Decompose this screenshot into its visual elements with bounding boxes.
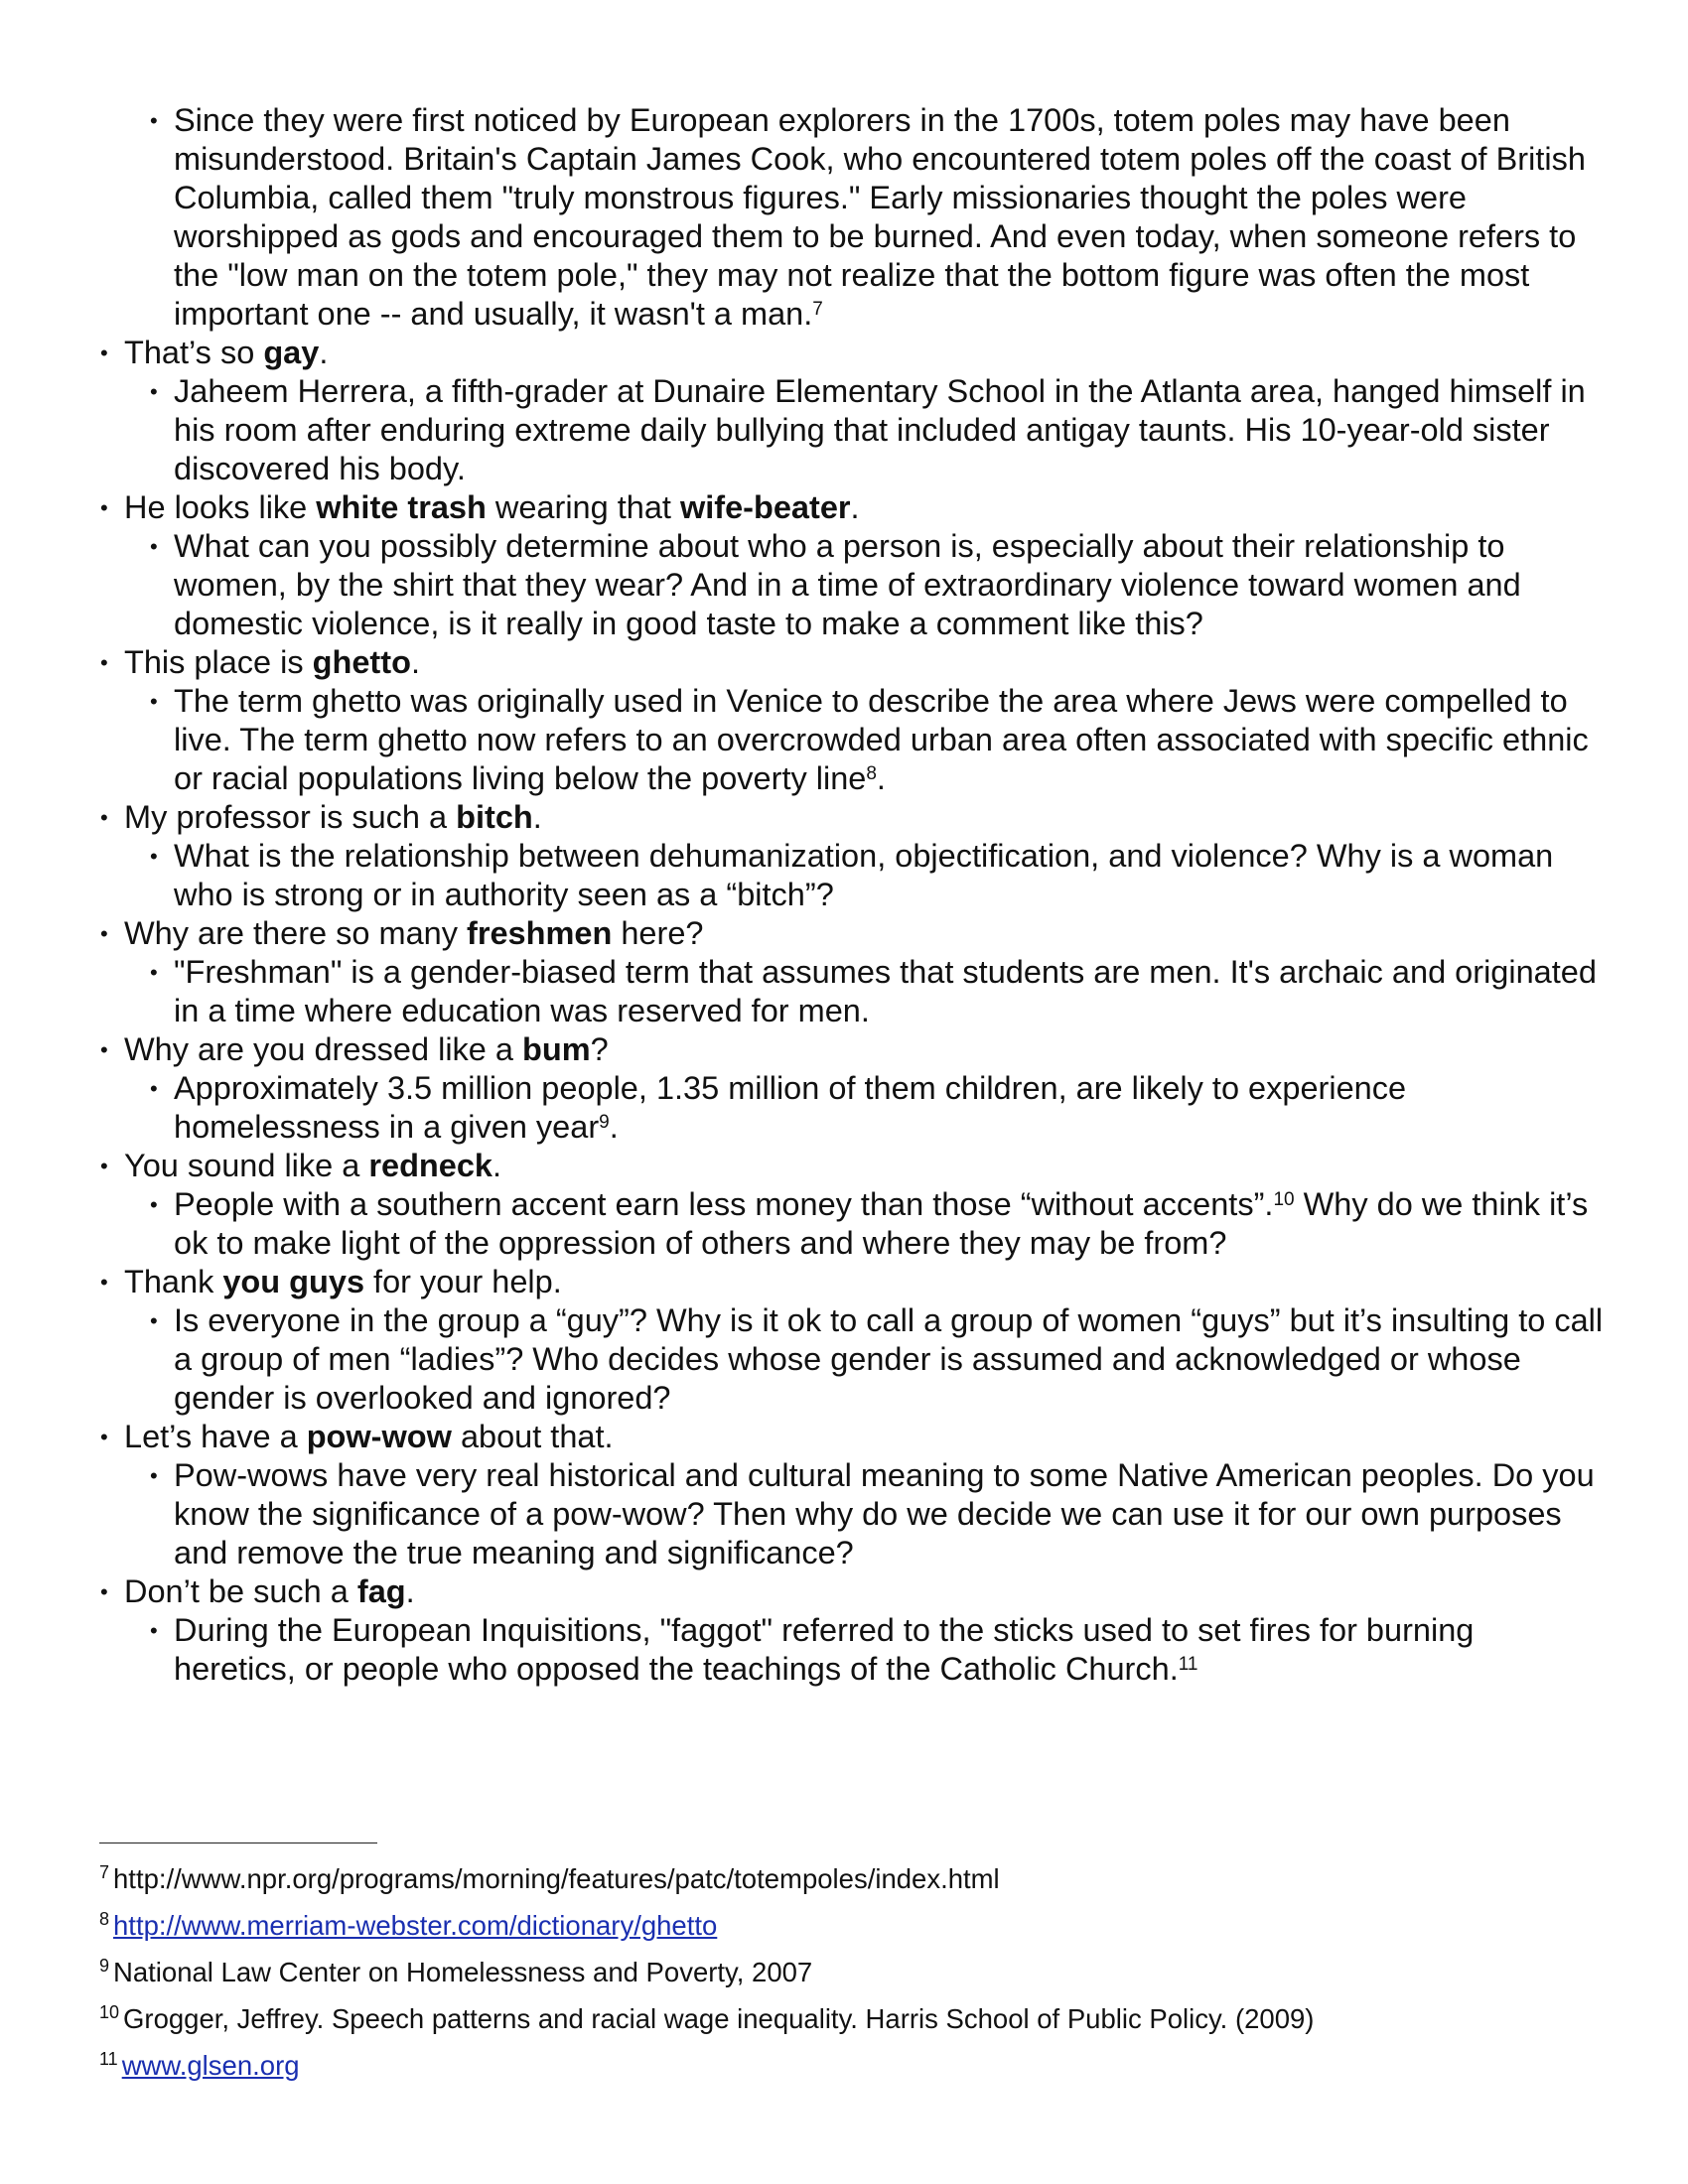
bullet-icon: • (100, 341, 108, 365)
bullet-icon: • (100, 805, 108, 830)
bullet-icon: • (100, 921, 108, 946)
bullet-text (174, 1069, 1604, 1147)
text-run: During the European Inquisitions, "faggot" referred to the sticks used to set fires for burning heretics, or people who opposed the teachings of the Catholic Church. (174, 1612, 1475, 1687)
bullet-text (124, 914, 1604, 953)
bullet-item-statement (100, 488, 1604, 527)
text-run: Pow-wows have very real historical and cultural meaning to some Native American peoples. Do you know the significance of a pow-wow? Then why do we decide we can use it for our own purposes and remove the true meaning and significance? (174, 1457, 1595, 1570)
bullet-icon: • (150, 1618, 158, 1643)
text-run: here? (612, 915, 704, 951)
highlighted-term: you guys (222, 1264, 365, 1299)
bullet-item-statement (100, 643, 1604, 682)
text-run: Jaheem Herrera, a fifth-grader at Dunaire Elementary School in the Atlanta area, hanged himself in his room after enduring extreme daily bullying that included antigay taunts. His 10-year-old sister discovered his body. (174, 373, 1586, 486)
footnotes-section (99, 1862, 1589, 2096)
text-run: ? (590, 1031, 609, 1067)
bullet-item-explanation (150, 1301, 1604, 1418)
text-run: Is everyone in the group a “guy”? Why is it ok to call a group of women “guys” but it’s insulting to call a group of men “ladies”? Who decides whose gender is assumed and acknowledged or whose gender is overlooked and ignored? (174, 1302, 1604, 1416)
text-run: . (609, 1109, 619, 1145)
text-run: . (532, 799, 542, 835)
bullet-list (0, 101, 1688, 1689)
text-run: People with a southern accent earn less money than those “without accents”. (174, 1186, 1274, 1222)
bullet-item-explanation (150, 837, 1604, 914)
bullet-icon: • (150, 379, 158, 404)
text-run: about that. (451, 1419, 614, 1454)
text-run: What is the relationship between dehumanization, objectification, and violence? Why is a woman who is strong or in authority seen as a “bitch”? (174, 838, 1554, 912)
footnote-reference: 9 (599, 1112, 610, 1134)
footnote-text: National Law Center on Homelessness and Poverty, 2007 (113, 1957, 813, 1987)
bullet-icon: • (100, 1154, 108, 1178)
highlighted-term: bitch (456, 799, 533, 835)
bullet-text (124, 1418, 1604, 1456)
footnote-number: 9 (99, 1955, 110, 1976)
text-run: The term ghetto was originally used in Venice to describe the area where Jews were compelled to live. The term ghetto now refers to an overcrowded urban area often associated with specific ethnic or racial populations living below the poverty line (174, 683, 1589, 796)
bullet-item-statement (100, 334, 1604, 372)
bullet-text (174, 837, 1604, 914)
bullet-item-statement (100, 1572, 1604, 1611)
text-run: Let’s have a (124, 1419, 307, 1454)
bullet-item-explanation (150, 1611, 1604, 1689)
bullet-text (174, 1611, 1604, 1689)
bullet-item-explanation (150, 372, 1604, 488)
text-run: Why are there so many (124, 915, 467, 951)
text-run: You sound like a (124, 1148, 369, 1183)
bullet-text (124, 488, 1604, 527)
footnote-reference: 8 (866, 763, 877, 785)
bullet-item-statement (100, 1147, 1604, 1185)
footnote-reference: 11 (1178, 1654, 1198, 1676)
highlighted-term: wife-beater (679, 489, 851, 525)
text-run: My professor is such a (124, 799, 457, 835)
bullet-item-explanation (150, 953, 1604, 1030)
bullet-icon: • (150, 960, 158, 985)
bullet-item-explanation (150, 1185, 1604, 1263)
text-run: wearing that (486, 489, 680, 525)
bullet-text (174, 682, 1604, 798)
text-run: Approximately 3.5 million people, 1.35 million of them children, are likely to experience homelessness in a given year (174, 1070, 1407, 1145)
bullet-icon: • (100, 1425, 108, 1449)
text-run: Thank (124, 1264, 223, 1299)
text-run: Why are you dressed like a (124, 1031, 523, 1067)
bullet-icon: • (150, 1076, 158, 1101)
text-run: . (492, 1148, 502, 1183)
bullet-icon: • (150, 108, 158, 133)
footnote-number: 11 (99, 2048, 118, 2069)
footnote-number: 7 (99, 1861, 110, 1882)
bullet-text (174, 953, 1604, 1030)
highlighted-term: white trash (316, 489, 487, 525)
footnote-number: 8 (99, 1908, 110, 1929)
footnote-number: 10 (99, 2001, 120, 2022)
footnote-11 (99, 2049, 1589, 2096)
highlighted-term: pow-wow (306, 1419, 452, 1454)
bullet-text (124, 643, 1604, 682)
text-run: for your help. (364, 1264, 562, 1299)
bullet-item-explanation (150, 682, 1604, 798)
bullet-item-statement (100, 1418, 1604, 1456)
document-body (0, 101, 1688, 1689)
bullet-text (174, 1301, 1604, 1418)
text-run: Don’t be such a (124, 1573, 357, 1609)
bullet-icon: • (150, 1308, 158, 1333)
highlighted-term: gay (263, 335, 320, 370)
bullet-icon: • (100, 495, 108, 520)
text-run: What can you possibly determine about who a person is, especially about their relationship to women, by the shirt that they wear? And in a time of extraordinary violence toward women and domestic violence, is it really in good taste to make a comment like this? (174, 528, 1521, 641)
bullet-item-statement (100, 914, 1604, 953)
highlighted-term: fag (356, 1573, 406, 1609)
text-run: . (410, 644, 420, 680)
highlighted-term: redneck (368, 1148, 493, 1183)
bullet-icon: • (150, 534, 158, 559)
bullet-item-statement (100, 1263, 1604, 1301)
bullet-text (174, 1456, 1604, 1572)
bullet-text (174, 101, 1604, 334)
bullet-icon: • (100, 650, 108, 675)
bullet-text (124, 1263, 1604, 1301)
text-run: Why do we think it’s ok to make light of the oppression of others and where they may be from? (174, 1186, 1589, 1261)
bullet-item-explanation (150, 101, 1604, 334)
bullet-item-explanation (150, 527, 1604, 643)
highlighted-term: ghetto (312, 644, 411, 680)
text-run: . (876, 760, 886, 796)
bullet-text (124, 1572, 1604, 1611)
footnote-8 (99, 1909, 1589, 1956)
bullet-text (174, 1185, 1604, 1263)
footnote-reference: 7 (812, 299, 823, 321)
bullet-icon: • (100, 1037, 108, 1062)
text-run: . (319, 335, 329, 370)
bullet-item-explanation (150, 1069, 1604, 1147)
bullet-icon: • (150, 1463, 158, 1488)
text-run: . (405, 1573, 415, 1609)
footnote-10 (99, 2002, 1589, 2049)
bullet-icon: • (150, 1192, 158, 1217)
bullet-icon: • (100, 1270, 108, 1295)
bullet-text (124, 798, 1604, 837)
bullet-text (124, 1147, 1604, 1185)
bullet-icon: • (150, 844, 158, 869)
text-run: That’s so (124, 335, 264, 370)
bullet-text (174, 372, 1604, 488)
footnote-text: http://www.npr.org/programs/morning/features/patc/totempoles/index.html (113, 1863, 1000, 1894)
bullet-item-statement (100, 798, 1604, 837)
text-run: "Freshman" is a gender-biased term that assumes that students are men. It's archaic and originated in a time where education was reserved for men. (174, 954, 1597, 1028)
text-run: This place is (124, 644, 313, 680)
footnote-link[interactable]: www.glsen.org (121, 2050, 300, 2081)
footnote-7 (99, 1862, 1589, 1909)
bullet-item-explanation (150, 1456, 1604, 1572)
footnote-reference: 10 (1273, 1189, 1295, 1211)
text-run: . (850, 489, 860, 525)
footnote-text: Grogger, Jeffrey. Speech patterns and racial wage inequality. Harris School of Public Policy. (2009) (123, 2003, 1315, 2034)
text-run: Since they were first noticed by European explorers in the 1700s, totem poles may have been misunderstood. Britain's Captain James Cook, who encountered totem poles off the coast of British Columbia, called them "truly monstrous figures." Early missionaries thought the poles were worshipped as gods and encouraged them to be burned. And even today, when someone refers to the "low man on the totem pole," they may not realize that the bottom figure was often the most important one -- and usually, it wasn't a man. (174, 102, 1586, 332)
bullet-text (174, 527, 1604, 643)
bullet-icon: • (100, 1579, 108, 1604)
text-run: He looks like (124, 489, 317, 525)
highlighted-term: freshmen (467, 915, 613, 951)
footnote-9 (99, 1956, 1589, 2002)
bullet-item-statement (100, 1030, 1604, 1069)
bullet-icon: • (150, 689, 158, 714)
highlighted-term: bum (522, 1031, 591, 1067)
bullet-text (124, 334, 1604, 372)
footnote-link[interactable]: http://www.merriam-webster.com/dictionary/ghetto (113, 1910, 718, 1941)
bullet-text (124, 1030, 1604, 1069)
